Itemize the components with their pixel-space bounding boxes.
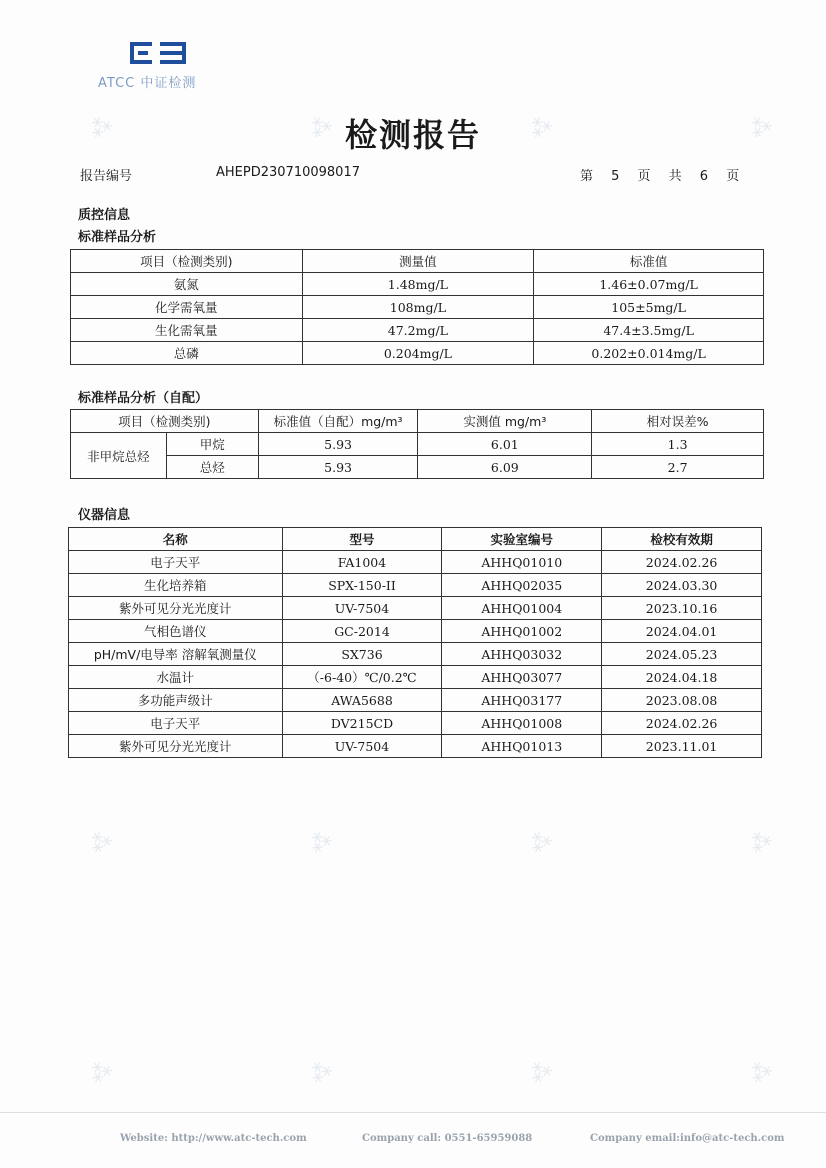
table-cell: 多功能声级计 <box>69 689 283 712</box>
table-cell: 总磷 <box>71 342 303 365</box>
watermark: ⁂ <box>744 110 778 145</box>
table-row <box>71 456 764 479</box>
table-row <box>69 735 762 758</box>
table-cell: AHHQ01008 <box>442 712 602 735</box>
table-cell: GC-2014 <box>282 620 442 643</box>
table-cell: 0.204mg/L <box>302 342 534 365</box>
table-header-row <box>71 250 764 273</box>
watermark: ⁂ <box>524 1055 558 1090</box>
watermark: ⁂ <box>304 825 338 860</box>
std-sample-self-table <box>70 409 764 479</box>
table-cell: 6.09 <box>418 456 592 479</box>
group-cell: 非甲烷总烃 <box>71 433 167 479</box>
table-header-row <box>69 528 762 551</box>
table-cell: 总烃 <box>166 456 258 479</box>
watermark: ⁂ <box>304 110 338 145</box>
table-cell: AHHQ03077 <box>442 666 602 689</box>
table-cell: 化学需氧量 <box>71 296 303 319</box>
table-cell: 1.48mg/L <box>302 273 534 296</box>
table-cell: pH/mV/电导率 溶解氧测量仪 <box>69 643 283 666</box>
table-cell: AHHQ01013 <box>442 735 602 758</box>
table-cell: AHHQ01010 <box>442 551 602 574</box>
table-cell: 生化培养箱 <box>69 574 283 597</box>
table-cell: 5.93 <box>258 456 418 479</box>
table-cell: 2024.04.18 <box>602 666 762 689</box>
table-cell: 紫外可见分光光度计 <box>69 735 283 758</box>
table-cell: 2024.05.23 <box>602 643 762 666</box>
watermark: ⁂ <box>524 110 558 145</box>
table-cell: （-6-40）℃/0.2℃ <box>282 666 442 689</box>
table-cell: 2.7 <box>592 456 764 479</box>
header-cell: 实测值 mg/m³ <box>418 410 592 433</box>
header-cell: 项目（检测类别) <box>71 250 303 273</box>
table-row <box>69 643 762 666</box>
table-cell: 2024.02.26 <box>602 712 762 735</box>
table-cell: 2024.03.30 <box>602 574 762 597</box>
std-sample-self-section-title: 标准样品分析（自配） <box>78 391 209 406</box>
header-cell: 项目（检测类别) <box>71 410 259 433</box>
table-row <box>71 319 764 342</box>
footer-phone: Company call: 0551-65959088 <box>362 1133 533 1144</box>
table-cell: UV-7504 <box>282 735 442 758</box>
table-cell: AHHQ03032 <box>442 643 602 666</box>
table-cell: 47.2mg/L <box>302 319 534 342</box>
watermark: ⁂ <box>304 1055 338 1090</box>
std-sample-table <box>70 249 764 365</box>
table-cell: 甲烷 <box>166 433 258 456</box>
table-cell: 电子天平 <box>69 712 283 735</box>
table-cell: AHHQ03177 <box>442 689 602 712</box>
atcc-logo-icon <box>130 40 190 68</box>
table-row <box>69 551 762 574</box>
table-cell: DV215CD <box>282 712 442 735</box>
table-cell: 2024.04.01 <box>602 620 762 643</box>
table-cell: 氨氮 <box>71 273 303 296</box>
table-cell: 2023.11.01 <box>602 735 762 758</box>
report-number-label: 报告编号 <box>80 169 133 184</box>
table-cell: UV-7504 <box>282 597 442 620</box>
footer-email: Company email:info@atc-tech.com <box>590 1133 785 1144</box>
table-row <box>69 597 762 620</box>
footer-website: Website: http://www.atc-tech.com <box>120 1133 307 1144</box>
table-row <box>69 574 762 597</box>
table-row <box>71 342 764 365</box>
table-cell: 气相色谱仪 <box>69 620 283 643</box>
std-sample-section-title: 标准样品分析 <box>78 230 157 245</box>
instruments-table <box>68 527 762 758</box>
watermark: ⁂ <box>84 825 118 860</box>
header-cell: 标准值（自配）mg/m³ <box>258 410 418 433</box>
header-cell: 名称 <box>69 528 283 551</box>
table-cell: 108mg/L <box>302 296 534 319</box>
header-cell: 型号 <box>282 528 442 551</box>
table-row <box>71 433 764 456</box>
watermark: ⁂ <box>524 825 558 860</box>
page-title: 检测报告 <box>344 116 481 154</box>
report-number: AHEPD230710098017 <box>216 165 360 180</box>
table-cell: FA1004 <box>282 551 442 574</box>
table-cell: 47.4±3.5mg/L <box>534 319 764 342</box>
watermark: ⁂ <box>84 1055 118 1090</box>
table-cell: AWA5688 <box>282 689 442 712</box>
header-cell: 检校有效期 <box>602 528 762 551</box>
table-row <box>69 666 762 689</box>
table-cell: AHHQ02035 <box>442 574 602 597</box>
logo-text: ATCC 中证检测 <box>98 76 197 91</box>
table-cell: SX736 <box>282 643 442 666</box>
header-cell: 标准值 <box>534 250 764 273</box>
table-cell: 电子天平 <box>69 551 283 574</box>
table-row <box>71 273 764 296</box>
table-cell: 2023.08.08 <box>602 689 762 712</box>
table-row <box>69 689 762 712</box>
qc-section-title: 质控信息 <box>78 208 131 223</box>
table-cell: AHHQ01004 <box>442 597 602 620</box>
company-logo <box>98 40 228 90</box>
instruments-section-title: 仪器信息 <box>78 508 131 523</box>
table-row <box>71 296 764 319</box>
header-cell: 测量值 <box>302 250 534 273</box>
table-cell: 0.202±0.014mg/L <box>534 342 764 365</box>
table-cell: 5.93 <box>258 433 418 456</box>
table-cell: SPX-150-II <box>282 574 442 597</box>
header-cell: 相对误差% <box>592 410 764 433</box>
table-row <box>69 712 762 735</box>
table-cell: 105±5mg/L <box>534 296 764 319</box>
page-indicator: 第 5 页 共 6 页 <box>580 169 740 184</box>
table-cell: 水温计 <box>69 666 283 689</box>
table-cell: 1.3 <box>592 433 764 456</box>
table-cell: 生化需氧量 <box>71 319 303 342</box>
watermark: ⁂ <box>744 1055 778 1090</box>
header-cell: 实验室编号 <box>442 528 602 551</box>
table-cell: 1.46±0.07mg/L <box>534 273 764 296</box>
table-cell: 2023.10.16 <box>602 597 762 620</box>
table-cell: 6.01 <box>418 433 592 456</box>
footer-divider <box>0 1112 826 1113</box>
watermark: ⁂ <box>84 110 118 145</box>
table-cell: 紫外可见分光光度计 <box>69 597 283 620</box>
watermark: ⁂ <box>744 825 778 860</box>
table-row <box>69 620 762 643</box>
table-cell: 2024.02.26 <box>602 551 762 574</box>
table-cell: AHHQ01002 <box>442 620 602 643</box>
table-header-row <box>71 410 764 433</box>
